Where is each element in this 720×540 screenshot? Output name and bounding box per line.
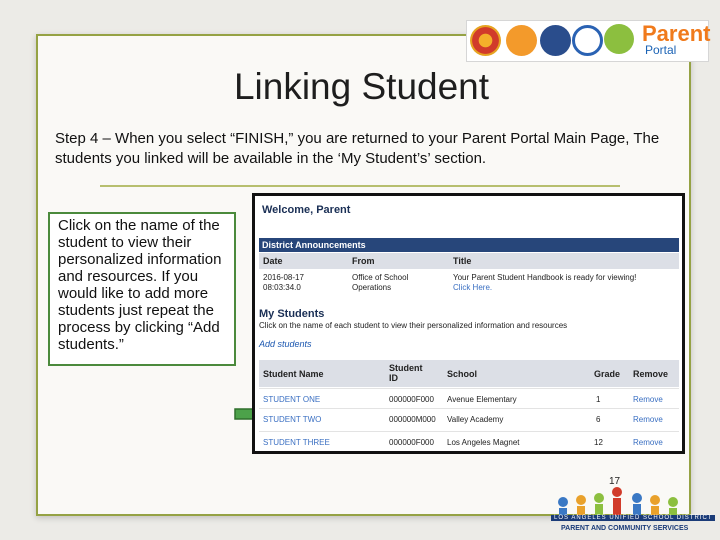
student-id: 000000F000 bbox=[389, 395, 434, 404]
col-school: School bbox=[447, 369, 478, 379]
announcement-link[interactable]: Click Here. bbox=[453, 283, 493, 292]
portal-screenshot bbox=[252, 193, 685, 454]
student-grade: 12 bbox=[594, 438, 603, 447]
district-name: LOS ANGELES UNIFIED SCHOOL DISTRICT bbox=[551, 515, 715, 521]
student-school: Valley Academy bbox=[447, 415, 504, 424]
page-number: 17 bbox=[609, 476, 621, 487]
announcement-from-line1: Office of School bbox=[352, 273, 409, 282]
student-name-link[interactable]: STUDENT TWO bbox=[263, 415, 322, 424]
step-text: Step 4 – When you select “FINISH,” you are returned to your Parent Portal Main Page, The students you linked will be available in the ‘My Student’s’ section. bbox=[55, 130, 660, 167]
callout-text: Click on the name of the student to view their personalized information and resources. If you would like to add more students just repeat the process by clicking “Add students.” bbox=[58, 217, 222, 353]
divider bbox=[100, 185, 620, 187]
my-students-instructions: Click on the name of each student to view their personalized information and resources bbox=[259, 321, 568, 330]
col-student-id-line1: Student bbox=[389, 363, 423, 373]
student-school: Los Angeles Magnet bbox=[447, 438, 520, 447]
family-icon bbox=[506, 25, 537, 56]
student-name-link[interactable]: STUDENT THREE bbox=[263, 438, 330, 447]
announcements-column-headers bbox=[259, 253, 679, 269]
col-student-name: Student Name bbox=[263, 369, 324, 379]
student-name-link[interactable]: STUDENT ONE bbox=[263, 395, 321, 404]
school-icon bbox=[540, 25, 571, 56]
welcome-heading: Welcome, Parent bbox=[262, 204, 351, 216]
department-name: PARENT AND COMMUNITY SERVICES bbox=[561, 525, 689, 532]
announcement-from-line2: Operations bbox=[352, 283, 392, 292]
parent-portal-logo-word2: Portal bbox=[645, 43, 677, 57]
col-from: From bbox=[352, 256, 375, 266]
students-column-headers bbox=[259, 360, 679, 387]
add-students-link[interactable]: Add students bbox=[259, 339, 312, 349]
col-date: Date bbox=[263, 256, 283, 266]
announcement-time: 08:03:34.0 bbox=[263, 283, 301, 292]
parent-portal-logo-word1: Parent bbox=[642, 21, 711, 46]
col-remove: Remove bbox=[633, 369, 669, 379]
remove-student-link[interactable]: Remove bbox=[633, 415, 663, 424]
student-row bbox=[259, 408, 679, 433]
announcement-date: 2016-08-17 bbox=[263, 273, 304, 282]
col-title: Title bbox=[453, 256, 472, 266]
student-grade: 6 bbox=[596, 415, 601, 424]
student-school: Avenue Elementary bbox=[447, 395, 517, 404]
col-grade: Grade bbox=[594, 369, 621, 379]
student-id: 000000M000 bbox=[389, 415, 436, 424]
student-id: 000000F000 bbox=[389, 438, 434, 447]
remove-student-link[interactable]: Remove bbox=[633, 438, 663, 447]
student-row bbox=[259, 431, 679, 456]
district-seal-icon bbox=[470, 25, 501, 56]
document-icon bbox=[572, 25, 603, 56]
my-students-heading: My Students bbox=[259, 308, 325, 320]
remove-student-link[interactable]: Remove bbox=[633, 395, 663, 404]
slide-title: Linking Student bbox=[233, 66, 490, 107]
announcements-header: District Announcements bbox=[259, 238, 679, 252]
announcement-title: Your Parent Student Handbook is ready for viewing! bbox=[453, 273, 637, 282]
announcement-row bbox=[259, 270, 679, 294]
col-student-id-line2: ID bbox=[389, 373, 398, 383]
graduation-cap-icon bbox=[604, 24, 634, 54]
student-grade: 1 bbox=[596, 395, 601, 404]
